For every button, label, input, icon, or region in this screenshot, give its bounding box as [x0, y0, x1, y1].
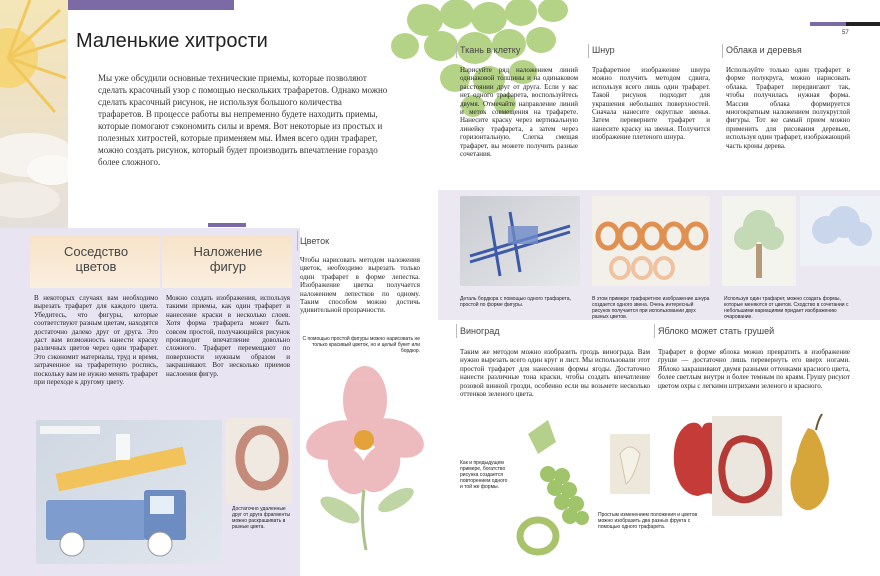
top-accent-bar-left — [64, 0, 234, 10]
cord-stencil-photo — [592, 196, 710, 286]
apple-pear-illustration — [668, 384, 838, 544]
flower-stencil-illustration — [300, 360, 430, 550]
clouds-title-rule — [722, 44, 723, 58]
shapes-title: Наложение фигур — [193, 244, 263, 274]
truck-stencil-photo — [36, 420, 222, 564]
neighbors-title: Соседство цветов — [63, 244, 129, 274]
cord-title-rule — [588, 44, 589, 58]
apple-text: Трафарет в форме яблока можно превратить в изображение груши — достаточно лишь перевернуть его вверх ногами. Яблоко закрашивают двумя разными оттенками красного цвета, более светлым внутри и более темным по краям. Грушу рисуют цветом охры с легкими штрихами зеленого и красного. — [658, 348, 850, 390]
neighbors-text: В некоторых случаях вам необходимо вырезать трафарет для каждого цвета. Убедитесь, что фигуры, которые соответствуют разным цветам, находятся достаточно далеко друг от друга. Это даст вам возможность нанести краску различных цветов через один трафарет. Это сэкономит материалы, труд и время, затраченное на трафаретную роспись, поскольку вам не нужно менять трафарет при переходе к другому цвету. — [34, 294, 158, 387]
flower-title-rule — [297, 231, 298, 251]
cell-title-rule — [456, 44, 457, 58]
grapes-stencil-photo — [508, 414, 658, 570]
clouds-text: Используйте только один трафарет в форме полукруга, можно нарисовать облака. Трафарет передвигают так, чтобы получилась нужная форма. Массив облака формируется многократным наложением полукруглой фигуры. Тот же самый прием можно применить для рисования деревьев, используя один трафарет, изображающий часть кроны дерева. — [726, 66, 850, 150]
grapes-title-rule — [456, 324, 457, 338]
neighbors-caption: Достаточно удаленные друг от друга фрагменты можно раскрашивать в разные цвета. — [232, 506, 291, 530]
cell-stencil-photo — [460, 196, 580, 286]
cell-title: Ткань в клетку — [460, 45, 521, 55]
cord-caption: В этом примере трафаретное изображение шнура создается одного звена. Очень интересный рисунок получается при использовании двух разных цветов. — [592, 296, 710, 320]
flower-text: Чтобы нарисовать методом наложения цветок, необходимо вырезать только один трафарет в форме лепестка. Изображение цветка получается наложением лепестков по одному. Таким способом можно достичь удивительной прозрачности. — [300, 256, 420, 315]
apple-title: Яблоко может стать грушей — [658, 326, 775, 336]
intro-text: Мы уже обсудили основные технические приемы, которые позволяют сделать красочный узор с помощью нескольких трафаретов. Однако можно сделать красочный рисунок, не используя большого количества трафаретов. В процессе работы вы непременно будете находить приемы, которые помогают сэкономить силы и время. Вот некоторые из простых и полезных хитростей, которые применяем мы. Имея всего один трафарет, можно создать рисунок, который будет производить впечатление гораздо более сложного. — [98, 73, 388, 167]
page-title: Маленькие хитрости — [76, 30, 268, 52]
tree-stencil-photo — [722, 196, 796, 286]
cell-text: Нарисуйте ряд наложением линий одинаковой толщины и на одинаковом расстоянии друг от друга. Если у вас нет одного трафарета, воспользуйтесь двумя. Отмечайте направление линий и меток совмещения на трафарете. Нанесите краску через вертикальную линейку трафарета, а затем через горизонтальную. Слегка смещая трафарет, вы можете получить разные сочетания. — [460, 66, 578, 159]
flower-caption: С помощью простой фигуры можно нарисовать не только красивый цветок, но и целый букет или бордюр. — [302, 336, 420, 354]
cord-text: Трафаретное изображение шнура можно получить методом сдвига, используя всего лишь один трафарет. Такой рисунок подходит для украшения небольших поверхностей. Сначала нанесите округлые звенья. Затем переверните трафарет и нанесите краску на звенья. Получится изображение плетеного шнура. — [592, 66, 710, 142]
accent-bar-mid — [208, 223, 246, 227]
apple-title-rule — [654, 324, 655, 338]
page-number: 57 — [842, 30, 849, 36]
top-accent-bar-right — [810, 22, 846, 26]
flower-title: Цветок — [300, 236, 330, 246]
top-accent-bar-dark — [846, 22, 880, 26]
sun-sky-illustration — [0, 0, 68, 235]
clouds-title: Облака и деревья — [726, 45, 802, 55]
cell-caption: Деталь бордюра с помощью одного трафарета, простой по форме фигуры. — [460, 296, 571, 308]
grapes-caption-left: Как и предыдущем примере, богатство рисунка создается повторением одного и той же формы. — [460, 460, 508, 490]
grapes-caption-right: Простым изменением положения и цветов можно изобразить два разных фрукта с помощью одного трафарета. — [598, 512, 698, 530]
cord-title: Шнур — [592, 45, 615, 55]
grapes-text: Таким же методом можно изобразить гроздь винограда. Вам нужно вырезать всего один круг и лист. Мы использовали этот простой трафарет для нанесения формы ягоды. Достаточно нанести различные тона краски, чтобы создать впечатление розовой винной грозди, особенно если вы возьмете несколько оттенков зеленого цвета. — [460, 348, 650, 399]
shapes-text: Можно создать изображения, используя такими приемы, как один трафарет и нанесение краски в несколько слоев. Хотя форма трафарета может быть совсем простой, получающийся рисунок производит впечатление довольно сложного. Трафарет перемещают по поверхности нужным образом и закрашивают. Вот несколько приемов наслоения фигур. — [166, 294, 290, 378]
clouds-caption: Используя один трафарет, можно создать формы, которые меняются от цветов. Сходство в сочетании с небольшими вариациями придает изображению очарование. — [724, 296, 849, 320]
ring-stencil-photo — [226, 418, 292, 504]
cloud-stencil-photo — [800, 196, 880, 266]
grapes-title: Виноград — [460, 326, 500, 336]
